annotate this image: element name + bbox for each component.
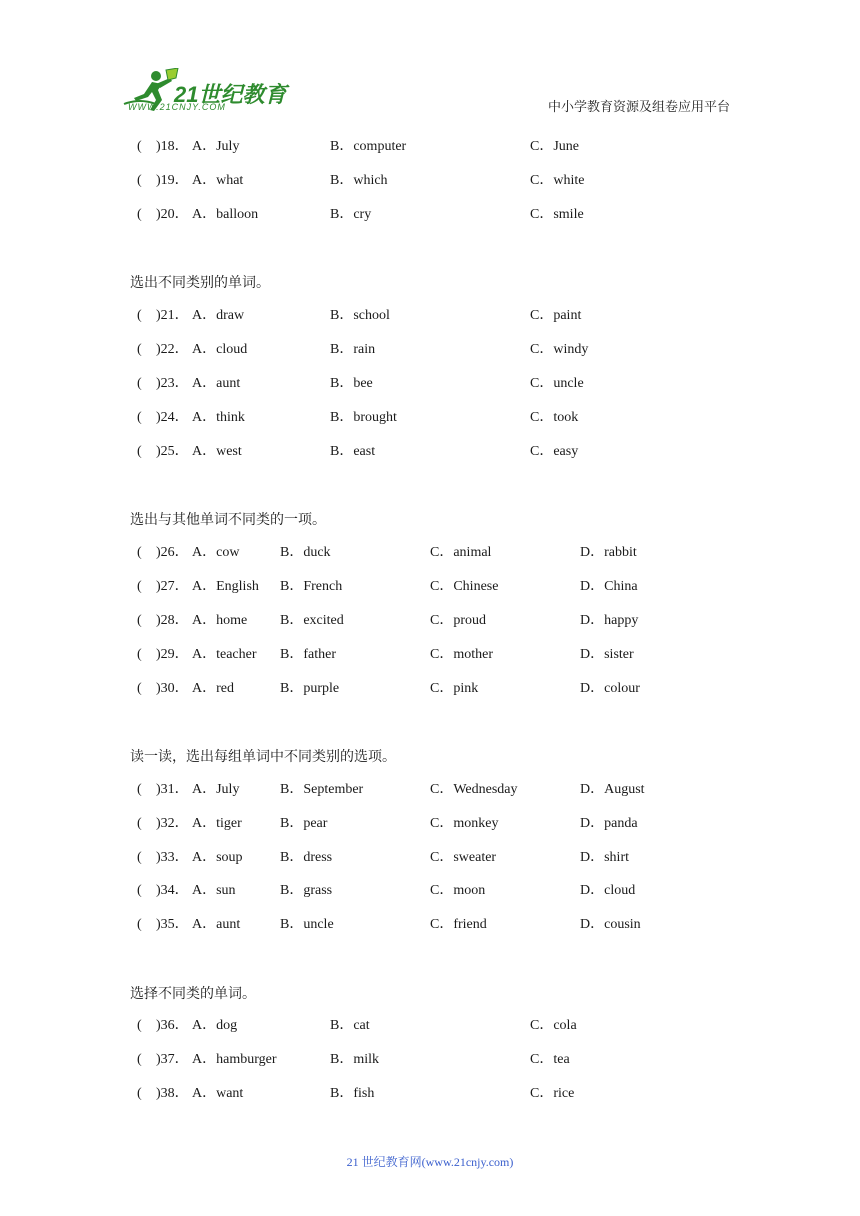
- answer-blank[interactable]: (: [137, 782, 142, 797]
- option-d: D．colour: [580, 681, 640, 696]
- option-c: C．uncle: [530, 376, 584, 391]
- question-row: [0, 543, 860, 563]
- option-a: A．red: [192, 681, 234, 696]
- question-number: )30．: [156, 681, 189, 696]
- option-d: D．sister: [580, 647, 634, 662]
- option-c: C．proud: [430, 613, 486, 628]
- answer-blank[interactable]: (: [137, 342, 142, 357]
- option-d: D．panda: [580, 816, 638, 831]
- option-c: C．cola: [530, 1018, 577, 1033]
- option-c: C．rice: [530, 1086, 575, 1101]
- question-number: )20．: [156, 207, 189, 222]
- option-c: C．Wednesday: [430, 782, 518, 797]
- option-a: A．aunt: [192, 376, 241, 391]
- question-row: [0, 1016, 860, 1036]
- question-number: )34．: [156, 883, 189, 898]
- option-d: D．China: [580, 579, 638, 594]
- question-number: )29．: [156, 647, 189, 662]
- question-row: [0, 306, 860, 326]
- answer-blank[interactable]: (: [137, 545, 142, 560]
- question-row: [0, 205, 860, 225]
- option-a: A．July: [192, 139, 240, 154]
- option-c: C．easy: [530, 444, 579, 459]
- section-title: 选择不同类的单词。: [130, 986, 256, 1002]
- option-d: D．shirt: [580, 850, 629, 865]
- option-c: C．Chinese: [430, 579, 499, 594]
- option-b: B．computer: [330, 139, 407, 154]
- question-number: )23．: [156, 376, 189, 391]
- question-row: [0, 848, 860, 868]
- option-c: C．moon: [430, 883, 486, 898]
- option-c: C．took: [530, 410, 579, 425]
- option-c: C．windy: [530, 342, 589, 357]
- section-title: 选出与其他单词不同类的一项。: [130, 512, 326, 528]
- option-b: B．bee: [330, 376, 373, 391]
- question-number: )19．: [156, 173, 189, 188]
- answer-blank[interactable]: (: [137, 816, 142, 831]
- question-number: )33．: [156, 850, 189, 865]
- question-row: [0, 1050, 860, 1070]
- answer-blank[interactable]: (: [137, 917, 142, 932]
- question-row: [0, 374, 860, 394]
- option-b: B．purple: [280, 681, 340, 696]
- question-row: [0, 679, 860, 699]
- answer-blank[interactable]: (: [137, 1086, 142, 1101]
- question-number: )27．: [156, 579, 189, 594]
- option-c: C．smile: [530, 207, 584, 222]
- option-a: A．west: [192, 444, 242, 459]
- option-a: A．hamburger: [192, 1052, 277, 1067]
- answer-blank[interactable]: (: [137, 1052, 142, 1067]
- option-c: C．friend: [430, 917, 487, 932]
- question-number: )35．: [156, 917, 189, 932]
- question-number: )18．: [156, 139, 189, 154]
- site-logo: [122, 68, 292, 116]
- question-number: )24．: [156, 410, 189, 425]
- option-b: B．September: [280, 782, 364, 797]
- question-number: )36．: [156, 1018, 189, 1033]
- option-c: C．animal: [430, 545, 492, 560]
- logo-text: 21世纪教育: [174, 82, 287, 107]
- option-a: A．cow: [192, 545, 240, 560]
- option-a: A．cloud: [192, 342, 248, 357]
- option-a: A．what: [192, 173, 244, 188]
- answer-blank[interactable]: (: [137, 207, 142, 222]
- question-row: [0, 1084, 860, 1104]
- option-a: A．English: [192, 579, 259, 594]
- option-d: D．happy: [580, 613, 639, 628]
- answer-blank[interactable]: (: [137, 308, 142, 323]
- question-row: [0, 780, 860, 800]
- option-c: C．June: [530, 139, 579, 154]
- answer-blank[interactable]: (: [137, 1018, 142, 1033]
- option-b: B．excited: [280, 613, 344, 628]
- question-row: [0, 915, 860, 935]
- answer-blank[interactable]: (: [137, 173, 142, 188]
- answer-blank[interactable]: (: [137, 850, 142, 865]
- option-b: B．brought: [330, 410, 397, 425]
- option-b: B．pear: [280, 816, 328, 831]
- question-row: [0, 645, 860, 665]
- option-c: C．sweater: [430, 850, 497, 865]
- header-platform-name: 中小学教育资源及组卷应用平台: [547, 100, 730, 115]
- option-c: C．paint: [530, 308, 582, 323]
- option-a: A．sun: [192, 883, 236, 898]
- question-number: )28．: [156, 613, 189, 628]
- option-a: A．home: [192, 613, 248, 628]
- answer-blank[interactable]: (: [137, 883, 142, 898]
- option-b: B．dress: [280, 850, 333, 865]
- option-b: B．rain: [330, 342, 376, 357]
- option-b: B．fish: [330, 1086, 375, 1101]
- question-number: )21．: [156, 308, 189, 323]
- option-a: A．teacher: [192, 647, 257, 662]
- question-number: )22．: [156, 342, 189, 357]
- option-b: B．cry: [330, 207, 372, 222]
- option-a: A．aunt: [192, 917, 241, 932]
- option-c: C．white: [530, 173, 585, 188]
- option-b: B．French: [280, 579, 343, 594]
- option-b: B．which: [330, 173, 388, 188]
- option-a: A．balloon: [192, 207, 259, 222]
- option-a: A．dog: [192, 1018, 238, 1033]
- question-number: )37．: [156, 1052, 189, 1067]
- question-row: [0, 340, 860, 360]
- option-b: B．duck: [280, 545, 331, 560]
- option-b: B．east: [330, 444, 376, 459]
- option-a: A．soup: [192, 850, 243, 865]
- question-row: [0, 137, 860, 157]
- question-number: )25．: [156, 444, 189, 459]
- option-b: B．cat: [330, 1018, 370, 1033]
- question-number: )32．: [156, 816, 189, 831]
- answer-blank[interactable]: (: [137, 139, 142, 154]
- logo-url: WWW.21CNJY.COM: [128, 102, 226, 112]
- option-b: B．uncle: [280, 917, 334, 932]
- option-c: C．mother: [430, 647, 493, 662]
- question-row: [0, 814, 860, 834]
- option-a: A．tiger: [192, 816, 242, 831]
- question-row: [0, 171, 860, 191]
- option-a: A．draw: [192, 308, 245, 323]
- option-d: D．cousin: [580, 917, 641, 932]
- page-footer[interactable]: 21 世纪教育网(www.21cnjy.com): [346, 1155, 514, 1169]
- question-row: [0, 611, 860, 631]
- option-c: C．monkey: [430, 816, 499, 831]
- option-d: D．August: [580, 782, 645, 797]
- page-header: [0, 0, 860, 130]
- answer-blank[interactable]: (: [137, 613, 142, 628]
- answer-blank[interactable]: (: [137, 376, 142, 391]
- option-d: D．rabbit: [580, 545, 637, 560]
- answer-blank[interactable]: (: [137, 444, 142, 459]
- answer-blank[interactable]: (: [137, 681, 142, 696]
- option-a: A．July: [192, 782, 240, 797]
- question-number: )38．: [156, 1086, 189, 1101]
- option-b: B．grass: [280, 883, 333, 898]
- section-title: 读一读，选出每组单词中不同类别的选项。: [130, 749, 396, 765]
- option-a: A．think: [192, 410, 245, 425]
- question-row: [0, 442, 860, 462]
- option-a: A．want: [192, 1086, 244, 1101]
- option-b: B．school: [330, 308, 390, 323]
- answer-blank[interactable]: (: [137, 410, 142, 425]
- answer-blank[interactable]: (: [137, 579, 142, 594]
- section-title: 选出不同类别的单词。: [130, 275, 270, 291]
- option-c: C．pink: [430, 681, 479, 696]
- option-b: B．father: [280, 647, 336, 662]
- option-d: D．cloud: [580, 883, 636, 898]
- question-number: )31．: [156, 782, 189, 797]
- question-number: )26．: [156, 545, 189, 560]
- option-c: C．tea: [530, 1052, 570, 1067]
- answer-blank[interactable]: (: [137, 647, 142, 662]
- question-row: [0, 408, 860, 428]
- question-row: [0, 577, 860, 597]
- question-row: [0, 881, 860, 901]
- option-b: B．milk: [330, 1052, 380, 1067]
